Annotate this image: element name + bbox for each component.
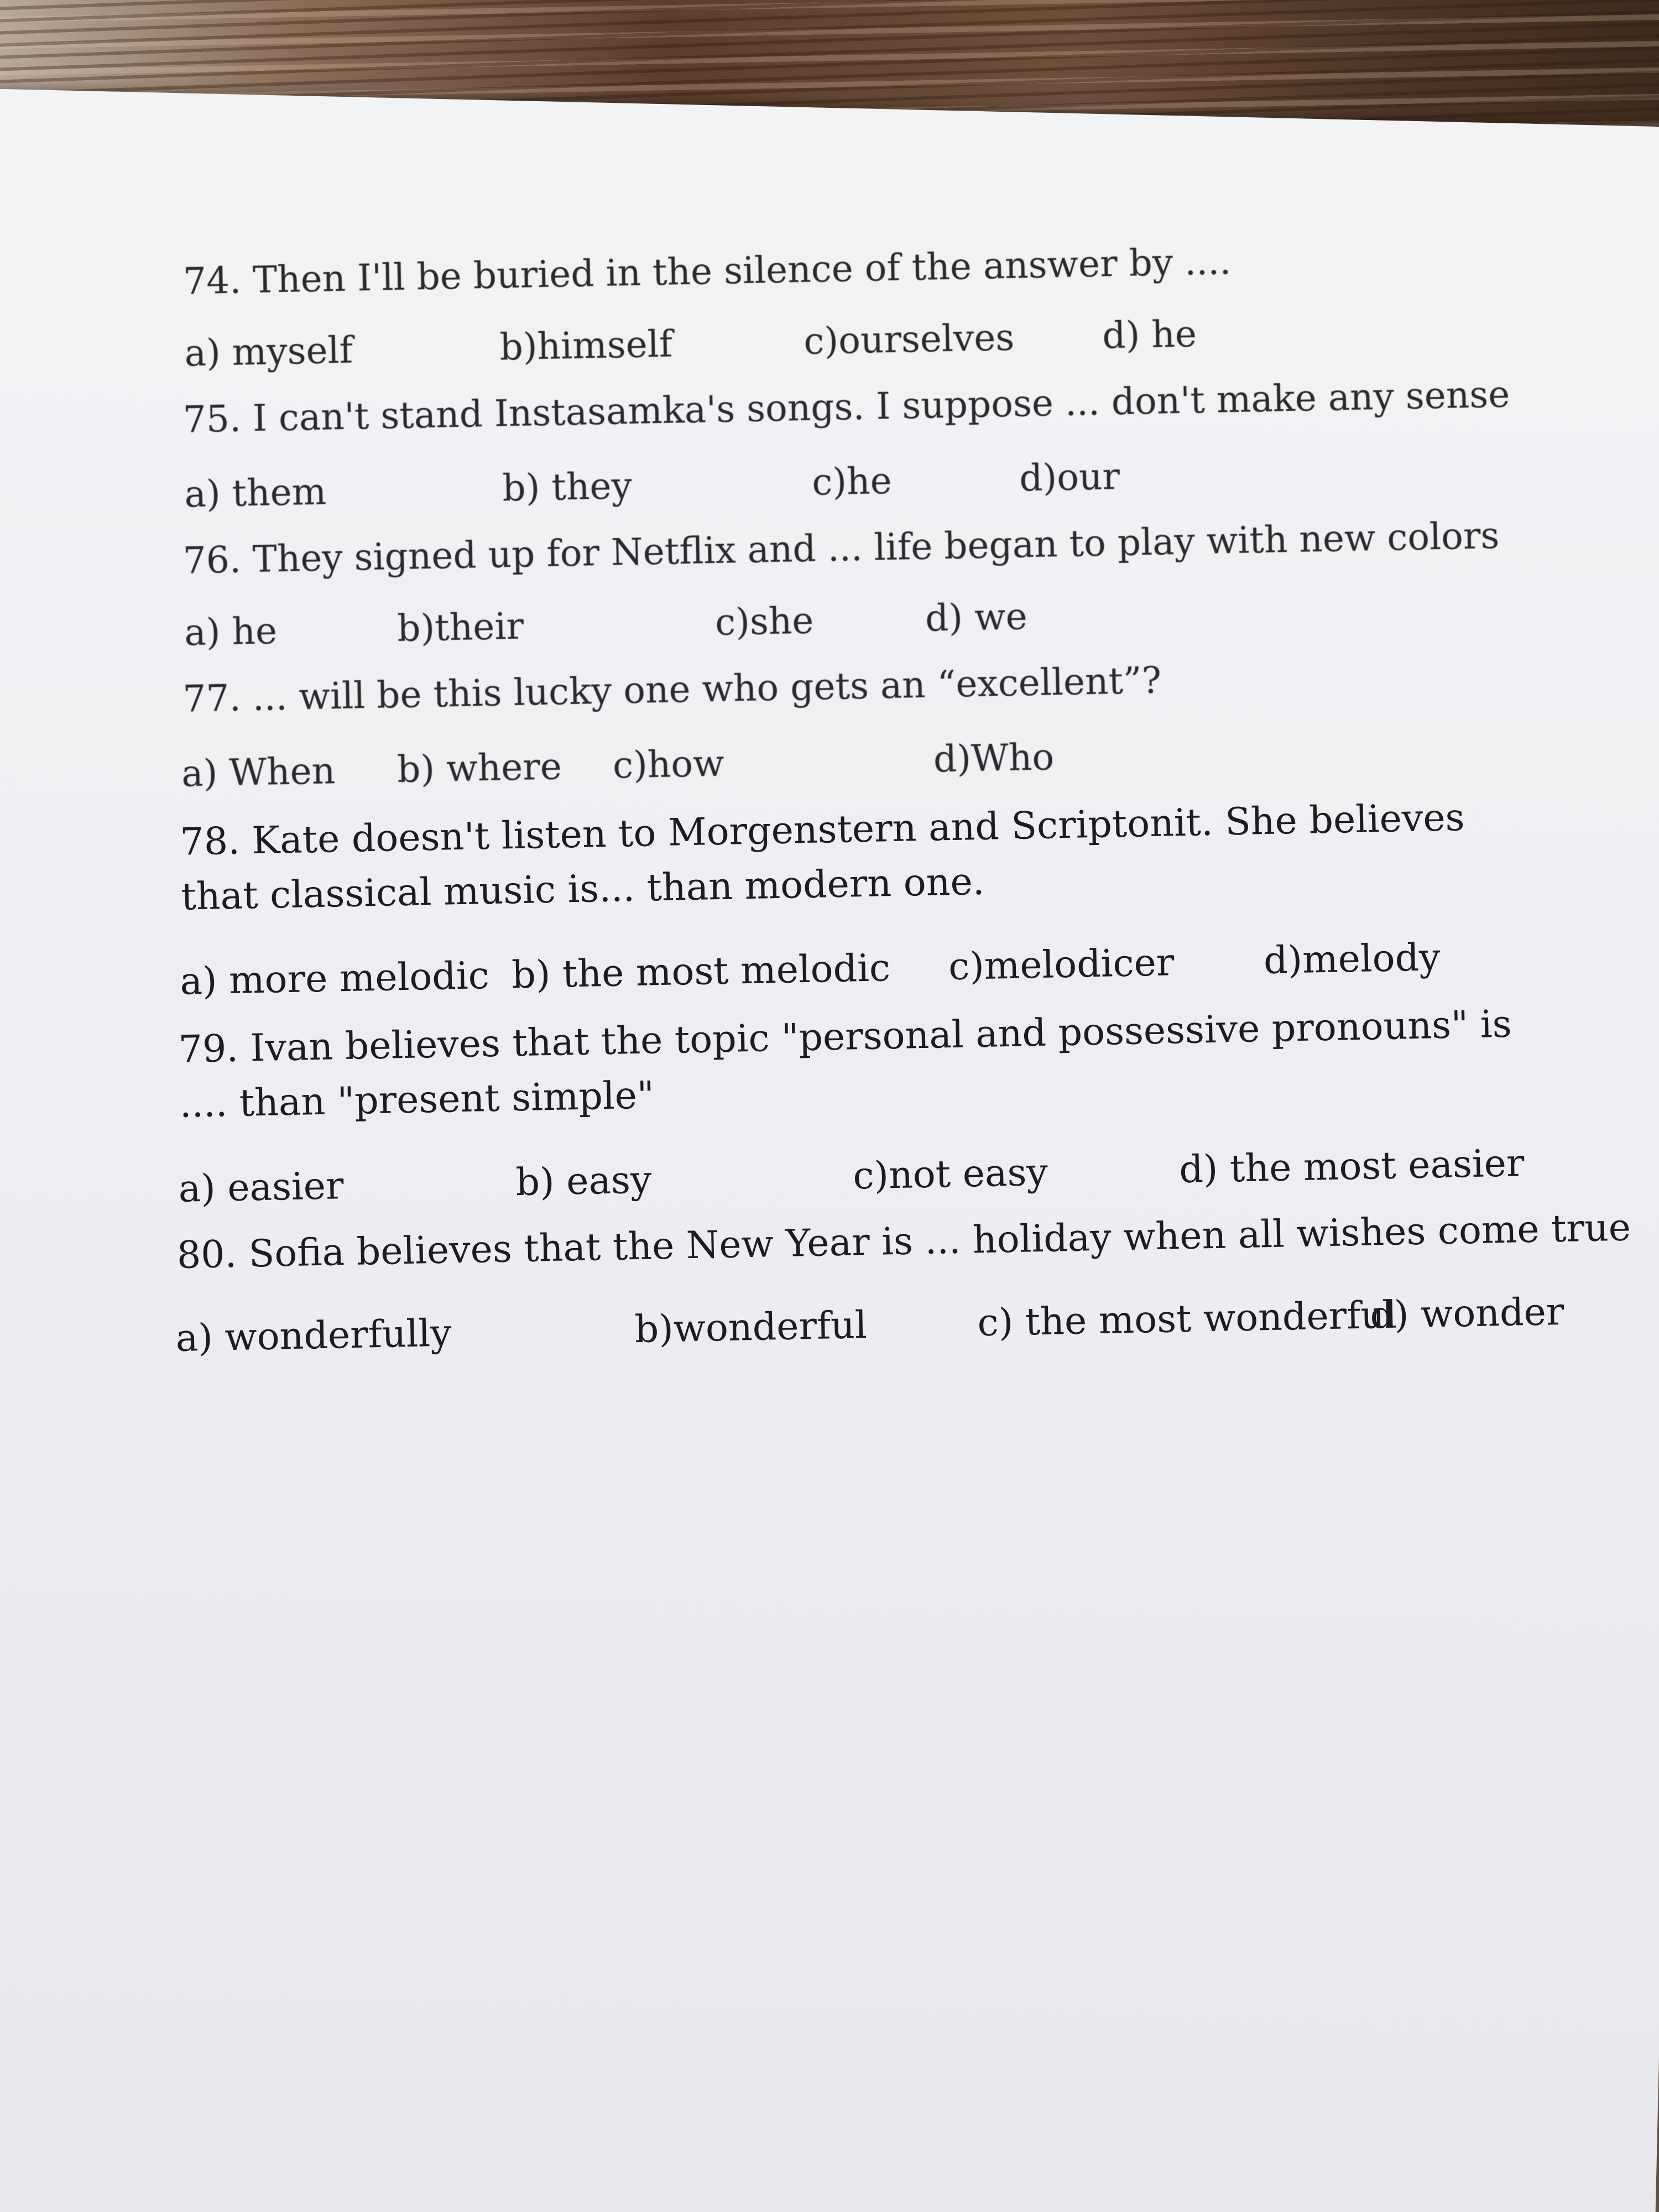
question-number: 74. — [182, 259, 242, 303]
question-number: 76. — [182, 538, 242, 582]
option-79-c: c)not easy — [852, 1150, 1048, 1198]
question-80 — [176, 1205, 1631, 1278]
option-76-c: c)she — [714, 599, 815, 644]
option-78-a: a) more melodic — [179, 954, 490, 1004]
option-75-d: d)our — [1019, 455, 1120, 500]
question-text: I can't stand Instasamka's songs. I suppose ... don't make any sense — [252, 373, 1510, 440]
option-75-a: a) them — [184, 470, 327, 516]
option-79-a: a) easier — [178, 1164, 345, 1211]
question-78 — [180, 790, 1520, 925]
option-79-d: d) the most easier — [1178, 1141, 1525, 1192]
question-number: 80. — [176, 1232, 237, 1277]
questions-74-77 — [0, 0, 1654, 795]
option-77-a: a) When — [181, 749, 336, 795]
option-77-c: c)how — [612, 742, 725, 787]
option-80-a: a) wonderfully — [175, 1311, 452, 1361]
question-text: ... will be this lucky one who gets an “excellent”? — [252, 659, 1162, 719]
option-74-a: a) myself — [184, 328, 353, 375]
option-75-c: c)he — [811, 459, 893, 504]
question-number: 77. — [182, 676, 242, 721]
option-76-b: b)their — [397, 604, 524, 650]
option-79-b: b) easy — [515, 1158, 653, 1205]
question-number: 78. — [179, 819, 241, 864]
option-78-b: b) the most melodic — [511, 946, 891, 998]
option-80-b: b)wonderful — [634, 1303, 868, 1352]
question-number: 75. — [182, 397, 242, 441]
question-text: Ivan believes that the topic "personal and possessive pronouns" is .... than "present simple" — [179, 1002, 1512, 1126]
question-number: 79. — [178, 1026, 239, 1072]
question-77 — [182, 659, 1162, 721]
option-80-d: d) wonder — [1369, 1290, 1565, 1338]
question-text: Kate doesn't listen to Morgenstern and Scriptonit. She believes that classical music is... than modern one. — [180, 796, 1465, 919]
option-75-b: b) they — [502, 464, 633, 510]
option-77-b: b) where — [397, 745, 562, 791]
option-80-c: c) the most wonderful — [977, 1293, 1397, 1345]
question-79 — [178, 997, 1518, 1132]
question-76 — [182, 514, 1500, 583]
option-76-d: d) we — [925, 595, 1028, 640]
option-76-a: a) he — [184, 609, 278, 654]
option-74-c: c)ourselves — [803, 316, 1015, 363]
question-text: They signed up for Netflix and ... life began to play with new colors — [252, 514, 1500, 581]
question-74 — [182, 239, 1231, 304]
option-78-c: c)melodicer — [948, 941, 1175, 989]
question-text: Sofia believes that the New Year is ... holiday when all wishes come true — [248, 1206, 1631, 1276]
option-74-d: d) he — [1102, 312, 1197, 357]
question-75 — [182, 372, 1510, 441]
option-78-d: d)melody — [1263, 936, 1441, 983]
option-74-b: b)himself — [499, 322, 673, 369]
question-text: Then I'll be buried in the silence of the answer by .... — [252, 240, 1232, 301]
option-77-d: d)Who — [933, 735, 1055, 781]
